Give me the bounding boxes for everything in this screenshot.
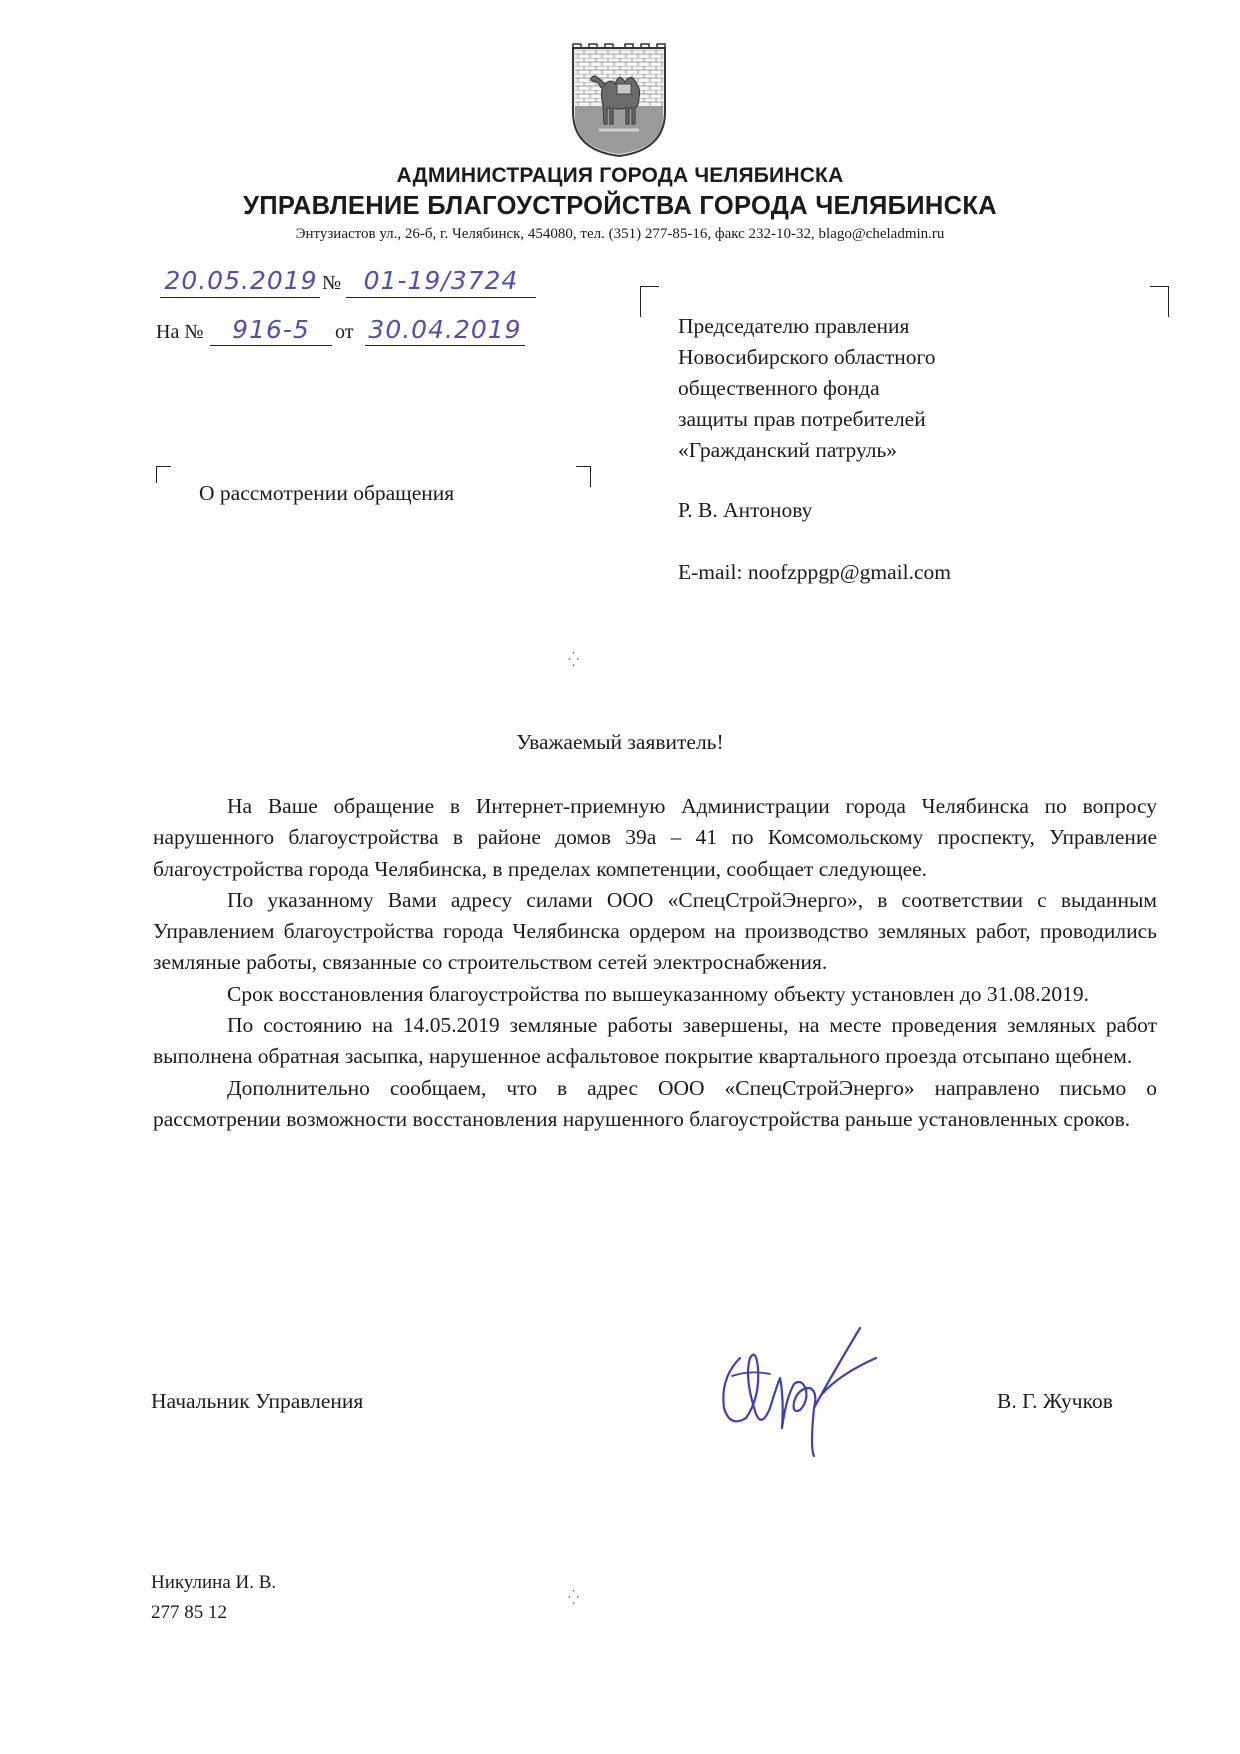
executor-name: Никулина И. В. <box>151 1572 277 1593</box>
executor-block <box>151 1568 276 1628</box>
outgoing-date: 20.05.2019 <box>164 266 318 295</box>
reference-date: 30.04.2019 <box>368 315 522 344</box>
scan-speck: ⁛ <box>568 653 580 668</box>
reference-number: 916-5 <box>232 315 310 344</box>
executor-phone: 277 85 12 <box>151 1602 227 1623</box>
outgoing-number-underline <box>346 297 536 298</box>
addressee-name: Р. В. Антонову <box>678 498 813 522</box>
organization-name: УПРАВЛЕНИЕ БЛАГОУСТРОЙСТВА ГОРОДА ЧЕЛЯБИНСКА <box>243 192 997 220</box>
outgoing-number-label: № <box>322 272 342 294</box>
subject-corner-left <box>156 466 171 483</box>
outgoing-number: 01-19/3724 <box>363 266 519 295</box>
reference-number-label: На № <box>156 321 204 343</box>
addressee-line: Новосибирского областного <box>678 345 936 369</box>
subject-corner-right <box>576 466 591 487</box>
organization-parent-name: АДМИНИСТРАЦИЯ ГОРОДА ЧЕЛЯБИНСКА <box>396 164 844 187</box>
scan-speck: ⁛ <box>568 1591 580 1606</box>
body-paragraph: По указанному Вами адресу силами ООО «СпецСтройЭнерго», в соответствии с выданным Управлением благоустройства города Челябинска ордером на производство земляных работ, проводились земляные работы, связанные со строительством сетей электроснабжения. <box>153 887 1157 975</box>
addressee-line: защиты прав потребителей <box>678 407 926 431</box>
body-paragraph: Срок восстановления благоустройства по вышеуказанному объекту установлен до 31.08.2019. <box>227 981 1089 1006</box>
body-paragraph: На Ваше обращение в Интернет-приемную Администрации города Челябинска по вопросу нарушенного благоустройства в районе домов 39а – 41 по Комсомольскому проспекту, Управление благоустройства города Челябинска, в пределах компетенции, сообщает следующее. <box>153 794 1157 881</box>
body-paragraph: Дополнительно сообщаем, что в адрес ООО «СпецСтройЭнерго» направлено письмо о рассмотрении возможности восстановления нарушенного благоустройства раньше установленных сроков. <box>153 1075 1157 1131</box>
letter-body <box>153 791 1157 1135</box>
addressee-email: E-mail: noofzppgp@gmail.com <box>678 560 951 584</box>
reference-date-underline <box>365 345 525 346</box>
handwritten-signature <box>710 1318 900 1458</box>
chelyabinsk-coat-of-arms-icon <box>569 42 669 158</box>
signer-name: В. Г. Жучков <box>997 1389 1113 1413</box>
addressee-corner-left <box>640 286 659 317</box>
reference-number-underline <box>210 345 332 346</box>
addressee-corner-right <box>1150 286 1169 317</box>
addressee-line: общественного фонда <box>678 376 880 400</box>
addressee-line: Председателю правления <box>678 314 910 338</box>
reference-date-label: от <box>335 321 354 343</box>
signer-title: Начальник Управления <box>151 1389 364 1413</box>
outgoing-date-underline <box>160 297 320 298</box>
salutation: Уважаемый заявитель! <box>516 730 724 754</box>
organization-address: Энтузиастов ул., 26-б, г. Челябинск, 454080, тел. (351) 277-85-16, факс 232-10-32, blago@cheladmin.ru <box>295 226 945 242</box>
addressee-block <box>678 311 936 466</box>
addressee-line: «Гражданский патруль» <box>678 438 898 462</box>
body-paragraph: По состоянию на 14.05.2019 земляные работы завершены, на месте проведения земляных работ выполнена обратная засыпка, нарушенное асфальтовое покрытие квартального проезда отсыпано щебнем. <box>153 1013 1157 1069</box>
letter-subject: О рассмотрении обращения <box>199 481 455 505</box>
